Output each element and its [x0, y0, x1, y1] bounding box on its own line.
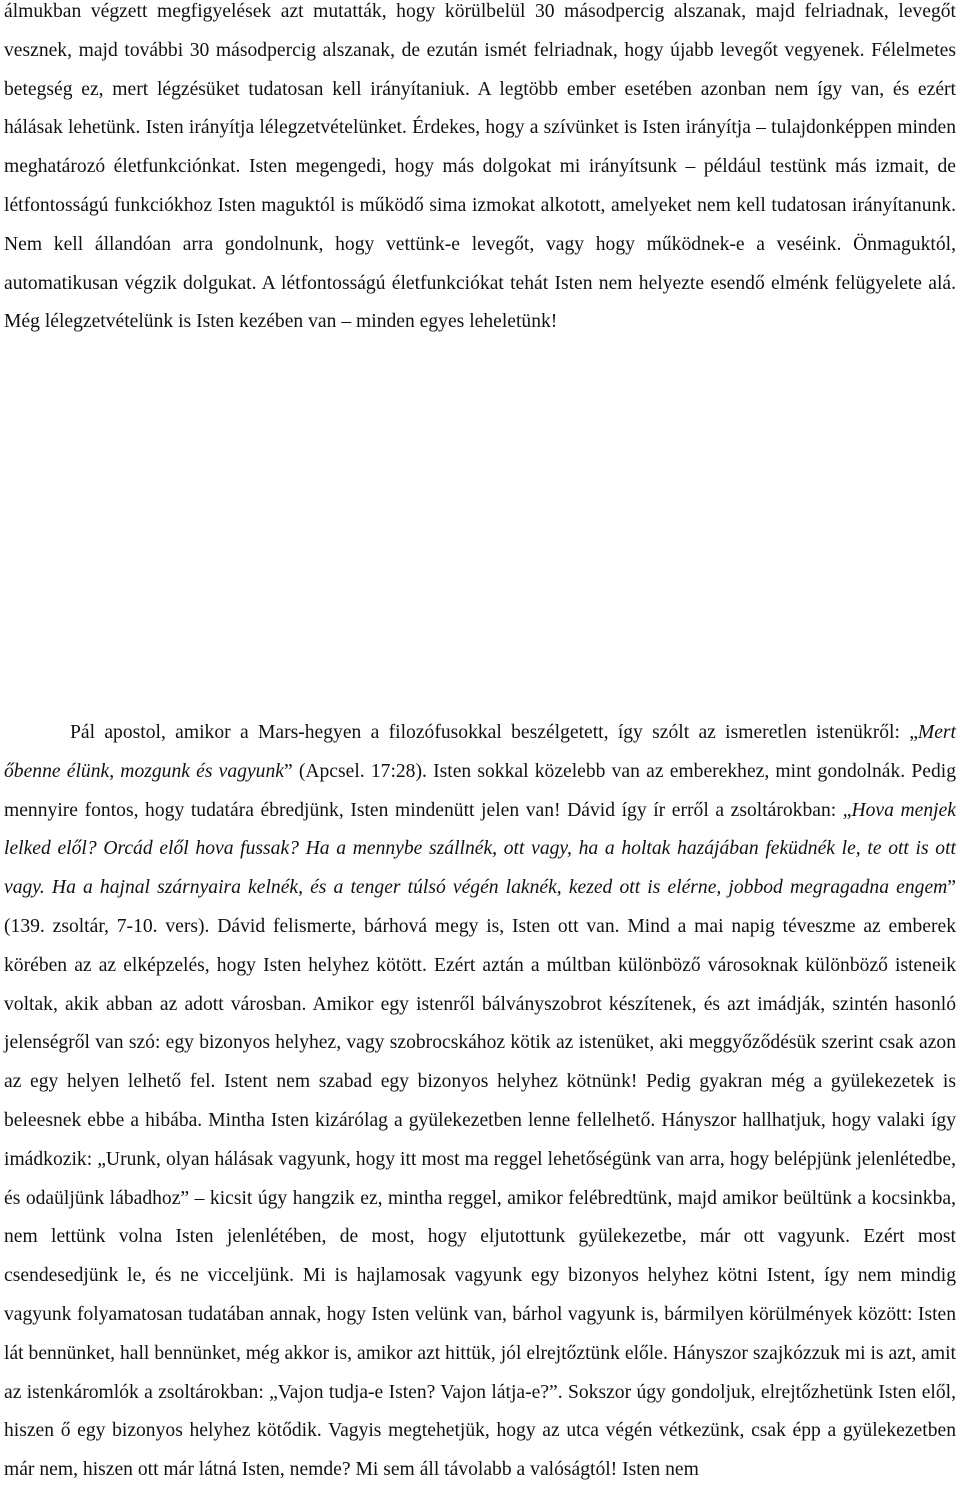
paragraph-2-text-2: ” (Apcsel. 17:28). Isten sokkal közelebb van az emberekhez, mint gondolnák. Pedig mennyire fontos, hogy tudatára ébredjünk, Isten mindenütt jelen van! Dávid így ír erről a zsoltárokban: „	[4, 760, 956, 821]
paragraph-2-text-1: Pál apostol, amikor a Mars-hegyen a filozófusokkal beszélgetett, így szólt az ismeretlen istenükről: „	[70, 722, 918, 743]
paragraph-2	[0, 714, 960, 1490]
quote-acts: Mert őbenne élünk, mozgunk és vagyunk	[4, 722, 956, 782]
paragraph-1	[0, 0, 960, 342]
paragraph-2-text-3: ” (139. zsoltár, 7-10. vers). Dávid felismerte, bárhová megy is, Isten ott van. Mind a mai napig téveszme az emberek körében az az elképzelés, hogy Isten helyhez kötött. Ezért aztán a múltban különböző városoknak különböző isteneik voltak, akik abban az adott városban. Amikor egy istenről bálványszobrot készítenek, és azt imádják, szintén hasonló jelenségről van szó: egy bizonyos helyhez, vagy szobrocskához kötik az istenüket, aki meggyőződésük szerint csak azon az egy helyen lelhető fel. Istent nem szabad egy bizonyos helyhez kötnünk! Pedig gyakran még a gyülekezetek is beleesnek ebbe a hibába. Mintha Isten kizárólag a gyülekezetben lenne fellelhető. Hányszor hallhatjuk, hogy valaki így imádkozik: „Urunk, olyan hálásak vagyunk, hogy itt most ma reggel lehetőségünk van arra, hogy belépjünk jelenlétedbe, és odaüljünk lábadhoz” – kicsit úgy hangzik ez, mintha reggel, amikor felébredtünk, majd amikor beültünk a kocsinkba, nem lettünk volna Isten jelenlétében, de most, hogy eljutottunk gyülekezetbe, már ott vagyunk. Ezért most csendesedjünk le, és ne vicceljünk. Mi is hajlamosak vagyunk egy bizonyos helyhez kötni Istent, így nem mindig vagyunk folyamatosan tudatában annak, hogy Isten velünk van, bárhol vagyunk is, bármilyen körülmények között: Isten lát bennünket, hall bennünket, még akkor is, amikor azt hittük, jól elrejtőztünk előle. Hányszor szajkózzuk mi is azt, amit az istenkáromlók a zsoltárokban: „Vajon tudja-e Isten? Vajon látja-e?”. Sokszor úgy gondoljuk, elrejtőzhetünk Isten elől, hiszen ő egy bizonyos helyhez kötődik. Vagyis megtehetjük, hogy az utca végén vétkezünk, csak épp a gyülekezetben már nem, hiszen ott már látná Isten, nemde? Mi sem áll távolabb a valóságtól! Isten nem	[4, 877, 956, 1481]
quote-psalm: Hova menjek lelked elől? Orcád elől hova fussak? Ha a mennybe szállnék, ott vagy, ha a holtak hazájában feküdnék le, te ott is ott vagy. Ha a hajnal szárnyaira kelnék, és a tenger túlsó végén laknék, kezed ott is elérne, jobbod megragadna engem	[4, 799, 956, 899]
paragraph-1-text: álmukban végzett megfigyelések azt mutatták, hogy körülbelül 30 másodpercig alszanak, majd felriadnak, levegőt vesznek, majd további 30 másodpercig alszanak, de ezután ismét felriadnak, hogy újabb levegőt vegyenek. Félelmetes betegség ez, mert légzésüket tudatosan kell irányítaniuk. A legtöbb ember esetében azonban nem így van, és ezért hálásak lehetünk. Isten irányítja lélegzetvételünket. Érdekes, hogy a szívünket is Isten irányítja – tulajdonképpen minden meghatározó életfunkciónkat. Isten megengedi, hogy más dolgokat mi irányítsunk – például testünk más izmait, de létfontosságú funkciókhoz Isten maguktól is működő sima izmokat alkotott, amelyeket nem kell tudatosan irányítanunk. Nem kell állandóan arra gondolnunk, hogy vettünk-e levegőt, vagy hogy működnek-e a veséink. Önmaguktól, automatikusan végzik dolgukat. A létfontosságú életfunkciókat tehát Isten nem helyezte esendő elménk felügyelete alá. Még lélegzetvételünk is Isten kezében van – minden egyes leheletünk!	[4, 1, 956, 333]
